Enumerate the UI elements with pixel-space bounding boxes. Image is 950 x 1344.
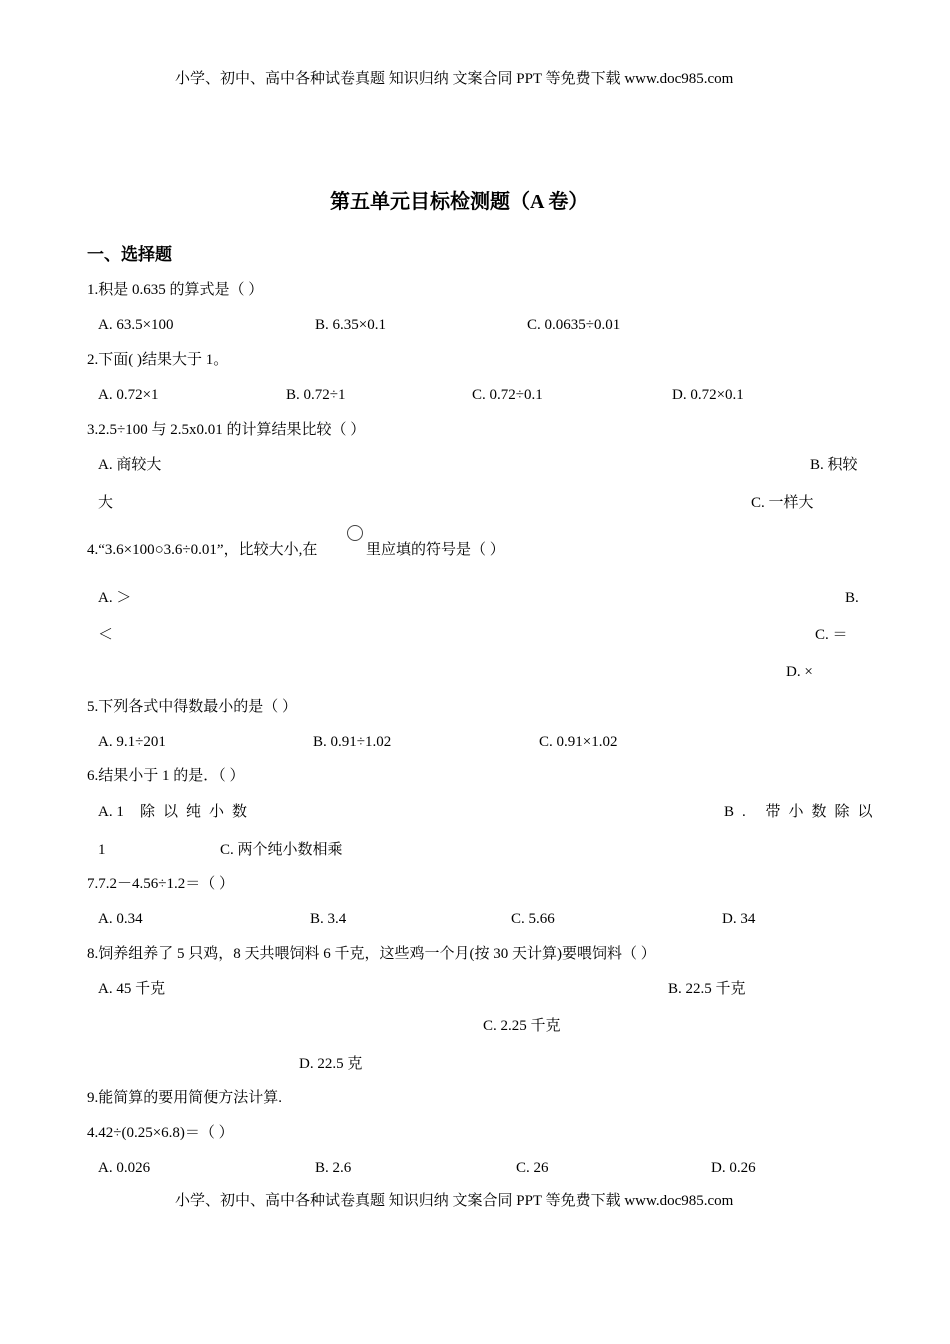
- question-5-option-c: C. 0.91×1.02: [539, 734, 618, 750]
- question-2-option-d: D. 0.72×0.1: [672, 387, 744, 403]
- question-8-option-c: C. 2.25 千克: [483, 1018, 561, 1034]
- question-8-option-d: D. 22.5 克: [299, 1056, 363, 1072]
- question-3-option-b: B. 积较: [810, 457, 858, 473]
- question-9-expression: 4.42÷(0.25×6.8)＝（ ）: [87, 1125, 234, 1141]
- question-5-stem: 5.下列各式中得数最小的是（ ）: [87, 699, 298, 715]
- question-6-option-b: B. 带小数除以: [724, 804, 881, 820]
- question-7-option-a: A. 0.34: [98, 911, 143, 927]
- question-7-option-d: D. 34: [722, 911, 756, 927]
- question-6-stem: 6.结果小于 1 的是．（ ）: [87, 768, 245, 784]
- question-9-option-c: C. 26: [516, 1160, 549, 1176]
- question-9-option-a: A. 0.026: [98, 1160, 151, 1176]
- question-5-option-b: B. 0.91÷1.02: [313, 734, 392, 750]
- question-7-option-b: B. 3.4: [310, 911, 347, 927]
- question-2-option-b: B. 0.72÷1: [286, 387, 346, 403]
- question-6-option-a-cont: 除以纯小数: [140, 804, 256, 820]
- header-banner: 小学、初中、高中各种试卷真题 知识归纳 文案合同 PPT 等免费下载 www.doc985.com: [175, 71, 734, 87]
- question-3-option-c: C. 一样大: [751, 495, 814, 511]
- question-4-option-a: A. ＞: [98, 590, 132, 606]
- question-7-option-c: C. 5.66: [511, 911, 555, 927]
- section-heading: 一、选择题: [87, 245, 172, 264]
- question-6-option-b-wrap: 1: [98, 842, 106, 858]
- question-1-stem: 1.积是 0.635 的算式是（ ）: [87, 282, 264, 298]
- question-2-option-c: C. 0.72÷0.1: [472, 387, 543, 403]
- question-6-option-c: C. 两个纯小数相乘: [220, 842, 343, 858]
- question-1-option-b: B. 6.35×0.1: [315, 317, 386, 333]
- question-3-stem: 3.2.5÷100 与 2.5x0.01 的计算结果比较（ ）: [87, 422, 366, 438]
- question-3-option-b-wrap: 大: [98, 495, 114, 511]
- question-9-stem: 9.能简算的要用简便方法计算.: [87, 1090, 283, 1106]
- question-2-option-a: A. 0.72×1: [98, 387, 159, 403]
- question-1-option-c: C. 0.0635÷0.01: [527, 317, 621, 333]
- question-8-stem: 8.饲养组养了 5 只鸡，8 天共喂饲料 6 千克，这些鸡一个月(按 30 天计算)要喂饲料（ ）: [87, 946, 656, 962]
- question-6-option-a: A. 1: [98, 804, 124, 820]
- question-2-stem: 2.下面( )结果大于 1。: [87, 352, 229, 368]
- question-9-option-b: B. 2.6: [315, 1160, 352, 1176]
- question-3-option-a: A. 商较大: [98, 457, 162, 473]
- circle-icon: [347, 525, 363, 541]
- question-1-option-a: A. 63.5×100: [98, 317, 174, 333]
- question-4-option-d: D. ×: [786, 664, 813, 680]
- question-4-stem-part1: 4.“3.6×100○3.6÷0.01”，比较大小,在: [87, 542, 318, 558]
- question-4-option-c: C. ＝: [815, 627, 848, 643]
- question-5-option-a: A. 9.1÷201: [98, 734, 166, 750]
- question-7-stem: 7.7.2－4.56÷1.2＝（ ）: [87, 876, 234, 892]
- question-4-option-b: B.: [845, 590, 859, 606]
- question-4-option-b-wrap: ＜: [98, 627, 114, 643]
- question-8-option-a: A. 45 千克: [98, 981, 166, 997]
- footer-banner: 小学、初中、高中各种试卷真题 知识归纳 文案合同 PPT 等免费下载 www.doc985.com: [175, 1193, 734, 1209]
- question-9-option-d: D. 0.26: [711, 1160, 756, 1176]
- page-title: 第五单元目标检测题（A 卷）: [330, 191, 589, 213]
- question-4-stem-part2: 里应填的符号是（ ）: [366, 542, 505, 558]
- question-8-option-b: B. 22.5 千克: [668, 981, 746, 997]
